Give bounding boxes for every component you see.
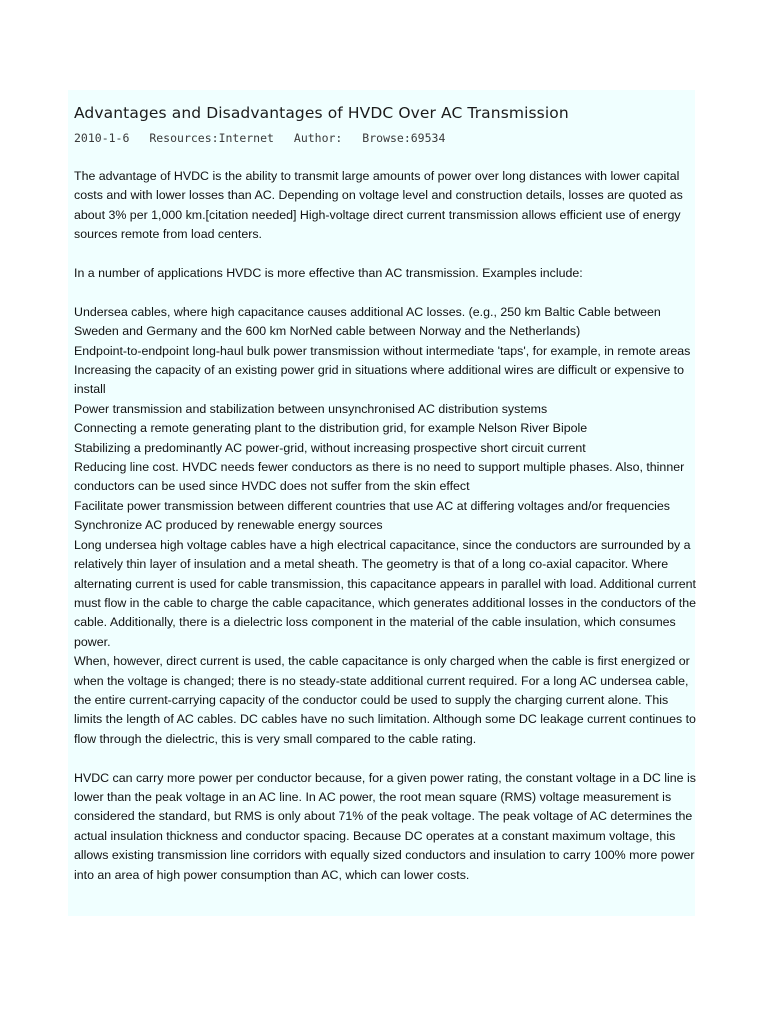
article-paragraph: HVDC can carry more power per conductor because, for a given power rating, the constant voltage in a DC line is lower than the peak voltage in an AC line. In AC power, the root mean square (RMS) voltage measurement is considered the standard, but RMS is only about 71% of the peak voltage. The peak voltage of AC determines the actual insulation thickness and conductor spacing. Because DC operates at a constant maximum voltage, this allows existing transmission line corridors with equally sized conductors and insulation to carry 100% more power into an area of high power consumption than AC, which can lower costs. bbox=[74, 770, 696, 882]
article-date: 2010-1-6 bbox=[74, 131, 130, 145]
article-paragraph: In a number of applications HVDC is more effective than AC transmission. Examples include: bbox=[74, 266, 583, 281]
article-paragraph: Undersea cables, where high capacitance causes additional AC losses. (e.g., 250 km Baltic Cable between Sweden and Germany and the 600 km NorNed cable between Norway and the Netherlands) bbox=[74, 304, 661, 339]
article-paragraph: When, however, direct current is used, the cable capacitance is only charged when the cable is first energized or when the voltage is changed; there is no steady-state additional current required. For a long AC undersea cable, the entire current-carrying capacity of the conductor could be used to supply the charging current alone. This limits the length of AC cables. DC cables have no such limitation. Although some DC leakage current continues to flow through the dielectric, this is very small compared to the cable rating. bbox=[74, 654, 696, 746]
article-paragraph: Synchronize AC produced by renewable energy sources bbox=[74, 518, 383, 533]
article-paragraph: Reducing line cost. HVDC needs fewer conductors as there is no need to support multiple phases. Also, thinner conductors can be used since HVDC does not suffer from the skin effect bbox=[74, 460, 685, 494]
article-browse-count: Browse:69534 bbox=[362, 131, 446, 145]
article-paragraph: Facilitate power transmission between different countries that use AC at differing voltages and/or frequencies bbox=[74, 498, 671, 513]
article-paragraph: Power transmission and stabilization between unsynchronised AC distribution systems bbox=[74, 401, 548, 416]
article-title: Advantages and Disadvantages of HVDC Over AC Transmission bbox=[74, 104, 569, 122]
article-paragraph: Connecting a remote generating plant to the distribution grid, for example Nelson River Bipole bbox=[74, 421, 588, 436]
article-paragraph: Stabilizing a predominantly AC power-grid, without increasing prospective short circuit current bbox=[74, 440, 586, 455]
article-resources: Resources:Internet bbox=[149, 131, 274, 145]
article-paragraph: The advantage of HVDC is the ability to transmit large amounts of power over long distances with lower capital costs and with lower losses than AC. Depending on voltage level and construction details, losses are quoted as about 3% per 1,000 km.[citation needed] High-voltage direct current transmission allows efficient use of energy sources remote from load centers. bbox=[74, 169, 683, 242]
article-paragraph: Endpoint-to-endpoint long-haul bulk power transmission without intermediate 'taps', for example, in remote areas bbox=[74, 343, 691, 358]
article-author: Author: bbox=[293, 131, 343, 145]
article-paragraph: Increasing the capacity of an existing power grid in situations where additional wires are difficult or expensive to install bbox=[74, 363, 684, 397]
article-body bbox=[74, 167, 696, 885]
article-paragraph: Long undersea high voltage cables have a high electrical capacitance, since the conductors are surrounded by a relatively thin layer of insulation and a metal sheath. The geometry is that of a long co-axial capacitor. Where alternating current is used for cable transmission, this capacitance appears in parallel with load. Additional current must flow in the cable to charge the cable capacitance, which generates additional losses in the conductors of the cable. Additionally, there is a dielectric loss component in the material of the cable insulation, which consumes power. bbox=[74, 537, 696, 649]
article-meta bbox=[74, 131, 458, 145]
